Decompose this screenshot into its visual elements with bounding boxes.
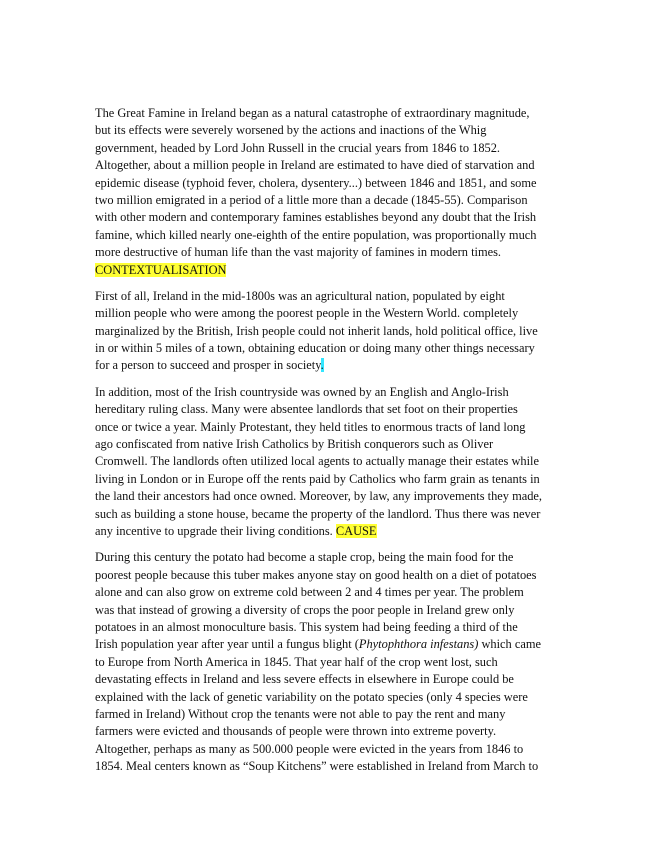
text-line: famine, which killed nearly one-eighth of the entire population, was proportionally much bbox=[95, 227, 537, 242]
text-line-segment: any incentive to upgrade their living conditions. bbox=[95, 523, 336, 538]
text-line: poorest people because this tuber makes anyone stay on good health on a diet of potatoes bbox=[95, 567, 537, 582]
text-line: ago confiscated from native Irish Catholics by British conquerors such as Oliver bbox=[95, 437, 494, 452]
paragraph-agricultural-nation bbox=[95, 288, 565, 375]
text-line bbox=[95, 523, 565, 540]
paragraph-spacer bbox=[95, 375, 565, 384]
text-line: farmers were evicted and thousands of people were thrown into extreme poverty. bbox=[95, 724, 497, 739]
text-line: Altogether, perhaps as many as 500.000 people were evicted in the years from 1846 to bbox=[95, 741, 524, 756]
text-line: in or within 5 miles of a town, obtaining education or doing many other things necessary bbox=[95, 341, 535, 356]
text-line: more destructive of human life than the vast majority of famines in modern times. bbox=[95, 245, 502, 260]
species-name-italic: Phytophthora infestans) bbox=[358, 637, 479, 652]
text-line: farmed in Ireland) Without crop the tenants were not able to pay the rent and many bbox=[95, 706, 506, 721]
text-line bbox=[95, 262, 565, 279]
paragraph-spacer bbox=[95, 540, 565, 549]
text-line: devastating effects in Ireland and less severe effects in elsewhere in Europe could be bbox=[95, 672, 514, 687]
text-line bbox=[95, 357, 565, 374]
text-line: to Europe from North America in 1845. That year half of the crop went lost, such bbox=[95, 654, 498, 669]
paragraph-potato-blight bbox=[95, 549, 565, 775]
paragraph-intro bbox=[95, 105, 565, 279]
text-line: such as building a stone house, became the property of the landlord. Thus there was never bbox=[95, 506, 541, 521]
document-page bbox=[95, 105, 565, 775]
text-line: two million emigrated in a period of a little more than a decade (1845-55). Comparison bbox=[95, 192, 528, 207]
text-line: with other modern and contemporary famines establishes beyond any doubt that the Irish bbox=[95, 210, 537, 225]
paragraph-spacer bbox=[95, 279, 565, 288]
text-line: million people who were among the poorest people in the Western World. completely bbox=[95, 306, 519, 321]
text-line: hereditary ruling class. Many were absentee landlords that set foot on their properties bbox=[95, 402, 518, 417]
text-line: marginalized by the British, Irish people could not inherit lands, hold political office, live bbox=[95, 323, 538, 338]
text-line: First of all, Ireland in the mid-1800s was an agricultural nation, populated by eight bbox=[95, 288, 505, 303]
text-line: once or twice a year. Mainly Protestant, they held titles to enormous tracts of land long bbox=[95, 419, 526, 434]
text-line-segment: Irish population year after year until a fungus blight ( bbox=[95, 637, 359, 652]
highlight-tag-cause: CAUSE bbox=[335, 523, 377, 538]
text-line: alone and can also grow on extreme cold between 2 and 4 times per year. The problem bbox=[95, 585, 524, 600]
text-line-segment: for a person to succeed and prosper in society bbox=[95, 358, 321, 373]
text-line: 1854. Meal centers known as “Soup Kitchens” were established in Ireland from March to bbox=[95, 759, 539, 774]
text-line: government, headed by Lord John Russell in the crucial years from 1846 to 1852. bbox=[95, 140, 501, 155]
text-line: but its effects were severely worsened by the actions and inactions of the Whig bbox=[95, 123, 487, 138]
text-line: potatoes in an almost monoculture basis. This system had being feeding a third of the bbox=[95, 619, 518, 634]
text-line: was that instead of growing a diversity of crops the poor people in Ireland grew only bbox=[95, 602, 515, 617]
text-line: explained with the lack of genetic variability on the potato species (only 4 species were bbox=[95, 689, 528, 704]
text-line: Altogether, about a million people in Ireland are estimated to have died of starvation and bbox=[95, 158, 535, 173]
text-line: During this century the potato had become a staple crop, being the main food for the bbox=[95, 550, 514, 565]
text-line: Cromwell. The landlords often utilized local agents to actually manage their estates while bbox=[95, 454, 539, 469]
highlight-tag-contextualisation: CONTEXTUALISATION bbox=[95, 262, 227, 277]
text-line-segment: which came bbox=[478, 637, 541, 652]
text-line: living in London or in Europe off the rents paid by Catholics who farm grain as tenants in bbox=[95, 471, 540, 486]
highlight-mark-period: . bbox=[320, 358, 324, 373]
text-line: epidemic disease (typhoid fever, cholera, dysentery...) between 1846 and 1851, and some bbox=[95, 175, 537, 190]
text-line: the land their ancestors had once owned. Moreover, by law, any improvements they made, bbox=[95, 489, 543, 504]
text-line bbox=[95, 636, 565, 653]
text-line: The Great Famine in Ireland began as a natural catastrophe of extraordinary magnitude, bbox=[95, 106, 530, 120]
text-line: In addition, most of the Irish countryside was owned by an English and Anglo-Irish bbox=[95, 384, 509, 399]
paragraph-landlords bbox=[95, 384, 565, 541]
